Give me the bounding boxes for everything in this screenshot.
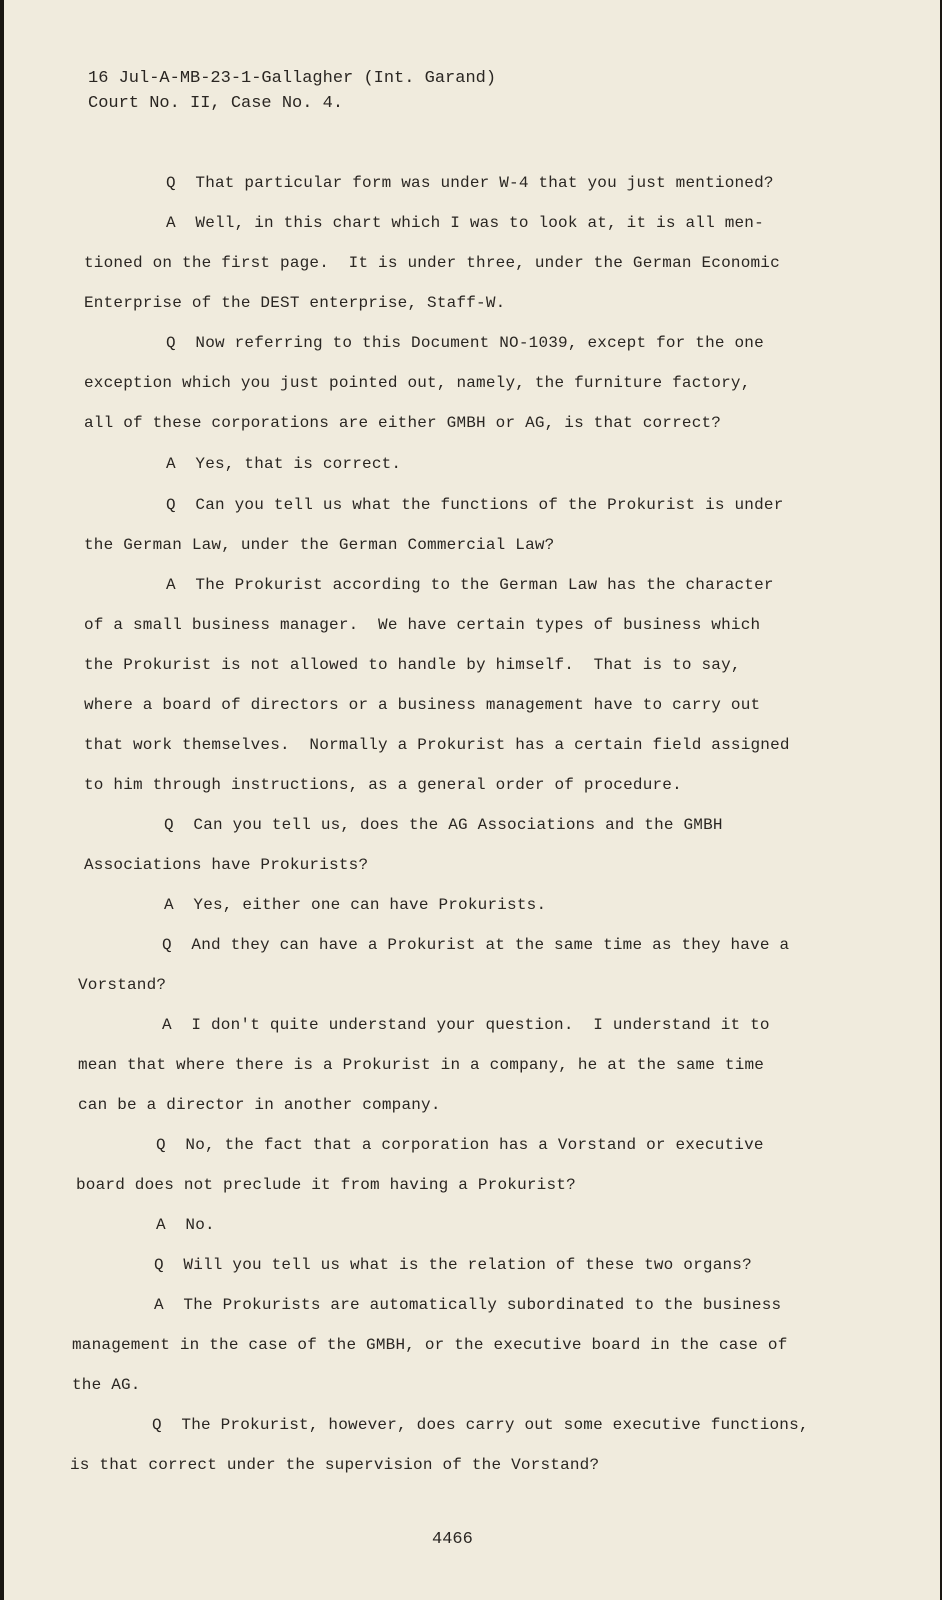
transcript-line: A The Prokurists are automatically subordinated to the business <box>154 1296 782 1314</box>
header-case-reference: 16 Jul-A-MB-23-1-Gallagher (Int. Garand) <box>88 69 497 88</box>
transcript-line: A Well, in this chart which I was to look at, it is all men- <box>166 214 764 232</box>
transcript-line: Q And they can have a Prokurist at the same time as they have a <box>162 936 790 954</box>
page-number: 4466 <box>432 1530 473 1549</box>
transcript-line: is that correct under the supervision of the Vorstand? <box>70 1456 600 1474</box>
transcript-line: Q Now referring to this Document NO-1039, except for the one <box>166 334 764 352</box>
transcript-line: Q Can you tell us what the functions of the Prokurist is under <box>166 496 784 514</box>
transcript-line: the Prokurist is not allowed to handle by himself. That is to say, <box>84 656 741 674</box>
transcript-line: board does not preclude it from having a Prokurist? <box>76 1176 576 1194</box>
document-header <box>88 66 496 116</box>
transcript-line: that work themselves. Normally a Prokurist has a certain field assigned <box>84 736 790 754</box>
transcript-line: tioned on the first page. It is under three, under the German Economic <box>84 254 780 272</box>
transcript-line: where a board of directors or a business management have to carry out <box>84 696 761 714</box>
transcript-line: Vorstand? <box>78 976 167 994</box>
transcript-line: Q Can you tell us, does the AG Associations and the GMBH <box>164 816 723 834</box>
transcript-line: A I don't quite understand your question. I understand it to <box>162 1016 770 1034</box>
header-court-case: Court No. II, Case No. 4. <box>88 94 344 113</box>
transcript-line: all of these corporations are either GMBH or AG, is that correct? <box>84 414 722 432</box>
transcript-line: management in the case of the GMBH, or the executive board in the case of <box>72 1336 788 1354</box>
transcript-line: to him through instructions, as a general order of procedure. <box>84 776 682 794</box>
transcript-line: A Yes, that is correct. <box>166 455 402 473</box>
transcript-line: Enterprise of the DEST enterprise, Staff-W. <box>84 294 506 312</box>
transcript-line: the German Law, under the German Commercial Law? <box>84 536 555 554</box>
document-page <box>4 0 940 1600</box>
transcript-line: the AG. <box>72 1376 141 1394</box>
transcript-line: exception which you just pointed out, namely, the furniture factory, <box>84 374 751 392</box>
transcript-line: of a small business manager. We have certain types of business which <box>84 616 761 634</box>
transcript-line: Q The Prokurist, however, does carry out some executive functions, <box>152 1416 809 1434</box>
transcript-line: A Yes, either one can have Prokurists. <box>164 896 547 914</box>
transcript-line: can be a director in another company. <box>78 1096 441 1114</box>
transcript-line: mean that where there is a Prokurist in a company, he at the same time <box>78 1056 765 1074</box>
transcript-line: A The Prokurist according to the German Law has the character <box>166 576 774 594</box>
transcript-line: Q No, the fact that a corporation has a Vorstand or executive <box>156 1136 764 1154</box>
transcript-line: A No. <box>156 1216 215 1234</box>
transcript-line: Associations have Prokurists? <box>84 856 369 874</box>
transcript-line: Q That particular form was under W-4 that you just mentioned? <box>166 174 774 192</box>
transcript-line: Q Will you tell us what is the relation of these two organs? <box>154 1256 752 1274</box>
